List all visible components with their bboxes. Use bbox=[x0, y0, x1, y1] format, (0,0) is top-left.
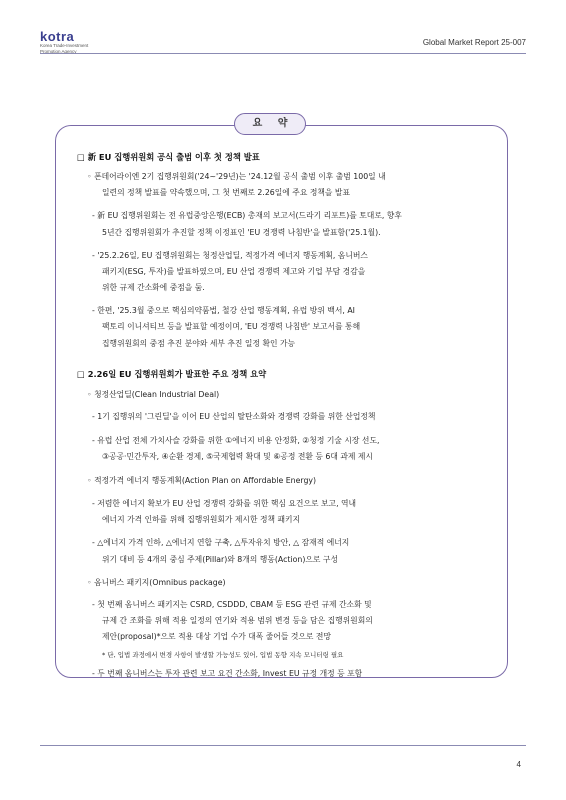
dash-line: 제안(proposal)*으로 적용 대상 기업 수가 대폭 줄어들 것으로 전망 bbox=[102, 632, 331, 641]
page-number: 4 bbox=[516, 760, 521, 769]
dash-line: 에너지 가격 인하를 위해 집행위원회가 제시한 정책 패키지 bbox=[102, 515, 301, 524]
dash-line: - '25.2.26일, EU 집행위원회는 청정산업딜, 적정가격 에너지 행동계획, 옴니버스 bbox=[92, 251, 368, 260]
logo-wordmark: kotra bbox=[40, 29, 75, 44]
dash-line: - 1기 집행위의 '그린딜'을 이어 EU 산업의 탈탄소화와 경쟁력 강화를 위한 산업정책 bbox=[92, 412, 376, 421]
dash-line: - 新 EU 집행위원회는 전 유럽중앙은행(ECB) 총재의 보고서(드라기 리포트)를 토대로, 향후 bbox=[92, 211, 402, 220]
bullet-line: ◦ 옴니버스 패키지(Omnibus package) bbox=[87, 578, 226, 587]
dash-line: - △에너지 가격 인하, △에너지 연합 구축, △투자유치 방안, △ 잠재적 에너지 bbox=[92, 538, 350, 547]
dash-line: - 두 번째 옴니버스는 투자 관련 보고 요건 간소화, Invest EU 규정 개정 등 포함 bbox=[92, 669, 363, 678]
bullet-line: ◦ 적정가격 에너지 행동계획(Action Plan on Affordable Energy) bbox=[87, 476, 317, 485]
dash-line: 위기 대비 등 4개의 중심 주제(Pillar)와 8개의 행동(Action)으로 구성 bbox=[102, 555, 338, 564]
summary-title: 요 약 bbox=[234, 113, 306, 135]
bullet-line: ◦ 청정산업딜(Clean Industrial Deal) bbox=[87, 390, 220, 399]
section-heading: □ 2.26일 EU 집행위원회가 발표한 주요 정책 요약 bbox=[77, 369, 267, 379]
report-label: Global Market Report 25-007 bbox=[422, 38, 526, 47]
dash-line: 위한 규제 간소화에 중점을 둠. bbox=[102, 283, 205, 292]
dash-line: 5년간 집행위원회가 추진할 정책 이정표인 'EU 경쟁력 나침반'을 발표함('25.1월). bbox=[102, 228, 381, 237]
dash-line: 집행위원회의 중점 추진 분야와 세부 추진 일정 확인 가능 bbox=[102, 339, 296, 348]
dash-line: 패키지(ESG, 투자)를 발표하였으며, EU 산업 경쟁력 제고와 기업 부담 경감을 bbox=[102, 267, 366, 276]
bullet-line: ◦ 폰데어라이엔 2기 집행위원회('24~'29년)는 '24.12월 공식 출범 이후 출범 100일 내 bbox=[87, 172, 386, 181]
logo-subtitle-line-2: Promotion Agency bbox=[40, 48, 77, 54]
dash-line: - 유럽 산업 전체 가치사슬 강화를 위한 ①에너지 비용 안정화, ②청정 기술 시장 선도, bbox=[92, 436, 380, 445]
dash-line: - 한편, '25.3월 중으로 핵심의약품법, 철강 산업 행동계획, 유럽 방위 백서, AI bbox=[92, 306, 355, 315]
dash-line: 팩토리 이니셔티브 등을 발표할 예정이며, 'EU 경쟁력 나침반' 보고서를 통해 bbox=[102, 322, 361, 331]
dash-line: 규제 간 조화를 위해 적용 일정의 연기와 적용 범위 변경 등을 담은 집행위원회의 bbox=[102, 616, 373, 625]
bullet-line: 일련의 정책 발표를 약속했으며, 그 첫 번째로 2.26일에 주요 정책을 발표 bbox=[102, 188, 350, 197]
footnote: * 단, 입법 과정에서 변경 사항이 발생할 가능성도 있어, 입법 동향 지속 모니터링 필요 bbox=[102, 651, 344, 659]
footer-divider bbox=[40, 745, 526, 746]
dash-line: ③공공·민간투자, ④순환 경제, ⑤국제협력 확대 및 ⑥공정 전환 등 6대 과제 제시 bbox=[102, 452, 373, 461]
dash-line: - 첫 번째 옴니버스 패키지는 CSRD, CSDDD, CBAM 등 ESG 관련 규제 간소화 및 bbox=[92, 600, 372, 609]
dash-line: - 저렴한 에너지 확보가 EU 산업 경쟁력 강화를 위한 핵심 요건으로 보고, 역내 bbox=[92, 499, 357, 508]
logo-subtitle-line-1: Korea Trade-Investment bbox=[40, 43, 89, 48]
section-heading: □ 新 EU 집행위원회 공식 출범 이후 첫 정책 발표 bbox=[77, 152, 260, 162]
